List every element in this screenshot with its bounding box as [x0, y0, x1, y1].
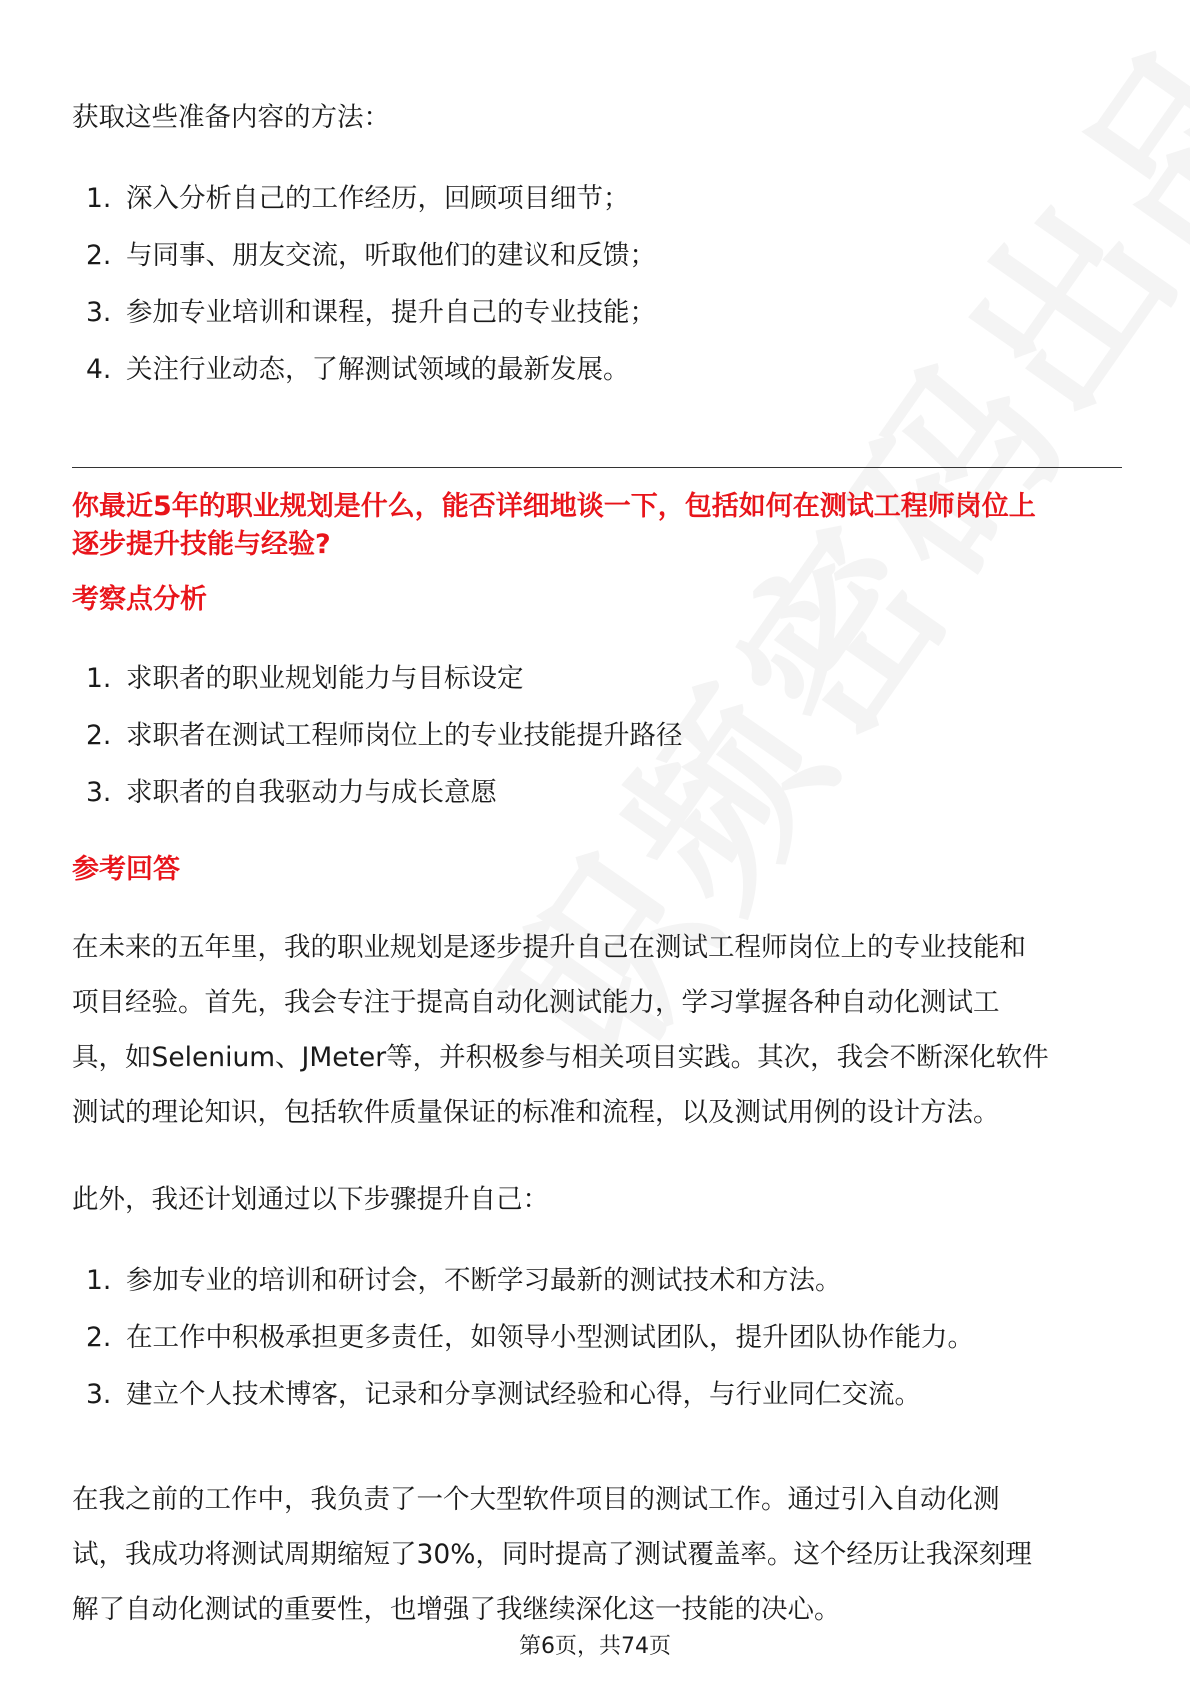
- intro-list: [72, 170, 1122, 398]
- answer-paragraph-3: [72, 1472, 1122, 1637]
- list-item-text: 求职者的自我驱动力与成长意愿: [126, 777, 497, 808]
- list-item: [72, 341, 1122, 398]
- list-item-number: 3.: [86, 777, 112, 808]
- list-item: [72, 707, 1122, 764]
- paragraph-line: 试，我成功将测试周期缩短了30%，同时提高了测试覆盖率。这个经历让我深刻理: [72, 1539, 1032, 1570]
- paragraph-line: 测试的理论知识，包括软件质量保证的标准和流程，以及测试用例的设计方法。: [72, 1097, 1000, 1128]
- question-line: 你最近5年的职业规划是什么，能否详细地谈一下，包括如何在测试工程师岗位上: [72, 491, 1036, 522]
- list-item: [72, 1309, 1122, 1366]
- interview-question: [72, 488, 1132, 564]
- list-item-text: 在工作中积极承担更多责任，如领导小型测试团队，提升团队协作能力。: [126, 1322, 974, 1353]
- paragraph-line: 在未来的五年里，我的职业规划是逐步提升自己在测试工程师岗位上的专业技能和: [72, 932, 1026, 963]
- list-item: [72, 170, 1122, 227]
- question-line: 逐步提升技能与经验?: [72, 529, 331, 560]
- list-item: [72, 227, 1122, 284]
- list-item-number: 4.: [86, 354, 112, 385]
- list-item-text: 关注行业动态，了解测试领域的最新发展。: [126, 354, 630, 385]
- list-item-text: 建立个人技术博客，记录和分享测试经验和心得，与行业同仁交流。: [126, 1379, 921, 1410]
- list-item: [72, 284, 1122, 341]
- list-item-number: 3.: [86, 1379, 112, 1410]
- list-item-number: 3.: [86, 297, 112, 328]
- paragraph-line: 项目经验。首先，我会专注于提高自动化测试能力，学习掌握各种自动化测试工: [72, 987, 1000, 1018]
- list-item-text: 深入分析自己的工作经历，回顾项目细节；: [126, 183, 630, 214]
- page-number-footer: 第6页，共74页: [519, 1634, 671, 1659]
- intro-text: 获取这些准备内容的方法：: [72, 102, 390, 133]
- list-item-number: 2.: [86, 1322, 112, 1353]
- paragraph-line: 具，如Selenium、JMeter等，并积极参与相关项目实践。其次，我会不断深化软件: [72, 1042, 1049, 1073]
- section-divider: [72, 467, 1122, 468]
- list-item-text: 求职者的职业规划能力与目标设定: [126, 663, 524, 694]
- list-item: [72, 650, 1122, 707]
- list-item: [72, 1252, 1122, 1309]
- list-item: [72, 1366, 1122, 1423]
- list-item-number: 1.: [86, 663, 112, 694]
- list-item-number: 1.: [86, 1265, 112, 1296]
- answer-paragraph: [72, 920, 1122, 1140]
- analysis-list: [72, 650, 1122, 821]
- list-item: [72, 764, 1122, 821]
- steps-list: [72, 1252, 1122, 1423]
- list-item-number: 1.: [86, 183, 112, 214]
- list-item-text: 参加专业培训和课程，提升自己的专业技能；: [126, 297, 656, 328]
- list-item-number: 2.: [86, 240, 112, 271]
- answer-paragraph-2: 此外，我还计划通过以下步骤提升自己：: [72, 1184, 549, 1215]
- list-item-number: 2.: [86, 720, 112, 751]
- paragraph-line: 在我之前的工作中，我负责了一个大型软件项目的测试工作。通过引入自动化测: [72, 1484, 1000, 1515]
- list-item-text: 参加专业的培训和研讨会，不断学习最新的测试技术和方法。: [126, 1265, 842, 1296]
- answer-heading: 参考回答: [72, 854, 180, 885]
- paragraph-line: 解了自动化测试的重要性，也增强了我继续深化这一技能的决心。: [72, 1594, 841, 1625]
- list-item-text: 求职者在测试工程师岗位上的专业技能提升路径: [126, 720, 683, 751]
- list-item-text: 与同事、朋友交流，听取他们的建议和反馈；: [126, 240, 656, 271]
- analysis-heading: 考察点分析: [72, 584, 207, 615]
